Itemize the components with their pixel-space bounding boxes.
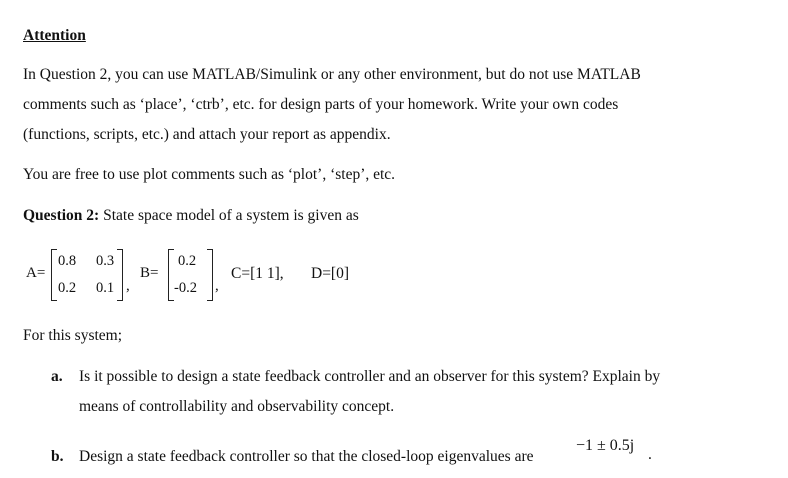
item-a-line-1: Is it possible to design a state feedback controller and an observer for this system? Explain by xyxy=(79,368,661,385)
matrix-d: D=[0] xyxy=(311,265,350,282)
intro-line-3: (functions, scripts, etc.) and attach your report as appendix. xyxy=(23,126,391,143)
item-b-period: . xyxy=(648,446,652,463)
separator: , xyxy=(126,278,130,294)
question-statement xyxy=(23,207,359,225)
for-system-label: For this system; xyxy=(23,327,123,344)
item-b-line-1: Design a state feedback controller so that the closed-loop eigenvalues are xyxy=(79,448,534,465)
matrix-a-cell: 0.8 xyxy=(58,253,77,269)
matrix-b-label: B= xyxy=(140,265,159,281)
plot-note: You are free to use plot comments such as ‘plot’, ‘step’, etc. xyxy=(23,166,396,183)
question-label: Question 2: xyxy=(23,207,100,224)
item-b-marker: b. xyxy=(51,448,64,465)
matrix-b-right-bracket xyxy=(207,249,213,301)
matrix-a-cell: 0.2 xyxy=(58,280,77,296)
item-a-line-2: means of controllability and observability concept. xyxy=(79,398,395,415)
question-text: State space model of a system is given as xyxy=(99,207,359,224)
intro-line-1: In Question 2, you can use MATLAB/Simulink or any other environment, but do not use MATLAB xyxy=(23,66,641,83)
matrix-a-right-bracket xyxy=(117,249,123,301)
matrix-b-cell: -0.2 xyxy=(174,280,197,296)
attention-heading: Attention xyxy=(23,27,86,44)
matrix-b-cell: 0.2 xyxy=(178,253,197,269)
matrix-a-cell: 0.1 xyxy=(96,280,115,296)
separator: , xyxy=(215,278,219,294)
intro-line-2: comments such as ‘place’, ‘ctrb’, etc. for design parts of your homework. Write your own codes xyxy=(23,96,619,113)
matrix-c: C=[1 1], xyxy=(231,265,284,282)
matrix-a-cell: 0.3 xyxy=(96,253,115,269)
matrix-a-label: A= xyxy=(26,265,46,281)
item-a-marker: a. xyxy=(51,368,63,385)
eigenvalue-expression: −1 ± 0.5j xyxy=(576,437,635,454)
matrix-a-left-bracket xyxy=(51,249,57,301)
